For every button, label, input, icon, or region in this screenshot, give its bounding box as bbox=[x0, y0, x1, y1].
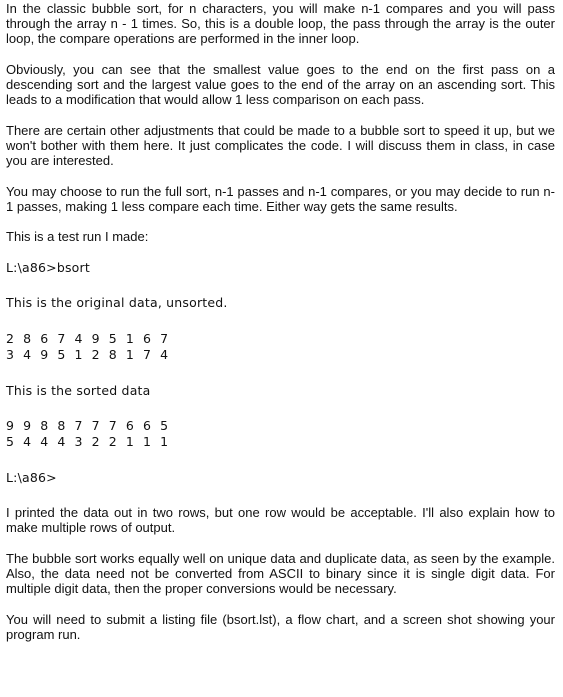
command-prompt: L:\a86> bbox=[6, 470, 57, 485]
paragraph-submission: You will need to submit a listing file (bsort.lst), a flow chart, and a screen shot showing your program run. bbox=[6, 612, 555, 642]
paragraph-classic-bubble-sort: In the classic bubble sort, for n characters, you will make n-1 compares and you will pass through the array n - 1 times. So, this is a double loop, the pass through the array is the outer loop, the compare operations are performed in the inner loop. bbox=[6, 1, 555, 46]
paragraph-smallest-value: Obviously, you can see that the smallest value goes to the end on the first pass on a descending sort and the largest value goes to the end of the array on an ascending sort. This leads to a modification that would allow 1 less comparison on each pass. bbox=[6, 62, 555, 107]
command-line: L:\a86>bsort bbox=[6, 260, 90, 275]
paragraph-adjustments: There are certain other adjustments that could be made to a bubble sort to speed it up, but we won't bother with them here. It just complicates the code. I will discuss them in class, in case you are interested. bbox=[6, 123, 555, 168]
paragraph-full-sort-choice: You may choose to run the full sort, n-1 passes and n-1 compares, or you may decide to run n-1 passes, making 1 less compare each time. Either way gets the same results. bbox=[6, 184, 555, 214]
sorted-data-block bbox=[6, 418, 555, 450]
sorted-data-row: 5 4 4 4 3 2 2 1 1 1 bbox=[6, 434, 171, 449]
test-run-output bbox=[6, 260, 555, 485]
sorted-data-label: This is the sorted data bbox=[6, 383, 151, 398]
original-data-row: 3 4 9 5 1 2 8 1 7 4 bbox=[6, 347, 171, 362]
original-data-row: 2 8 6 7 4 9 5 1 6 7 bbox=[6, 331, 171, 346]
paragraph-test-run-intro: This is a test run I made: bbox=[6, 229, 149, 244]
original-data-block bbox=[6, 331, 555, 363]
sorted-data-row: 9 9 8 8 7 7 7 6 6 5 bbox=[6, 418, 171, 433]
original-data-label: This is the original data, unsorted. bbox=[6, 295, 228, 310]
paragraph-two-rows: I printed the data out in two rows, but one row would be acceptable. I'll also explain how to make multiple rows of output. bbox=[6, 505, 555, 535]
paragraph-unique-duplicate-data: The bubble sort works equally well on unique data and duplicate data, as seen by the example. Also, the data need not be converted from ASCII to binary since it is single digit data. For multiple digit data, then the proper conversions would be necessary. bbox=[6, 551, 555, 596]
